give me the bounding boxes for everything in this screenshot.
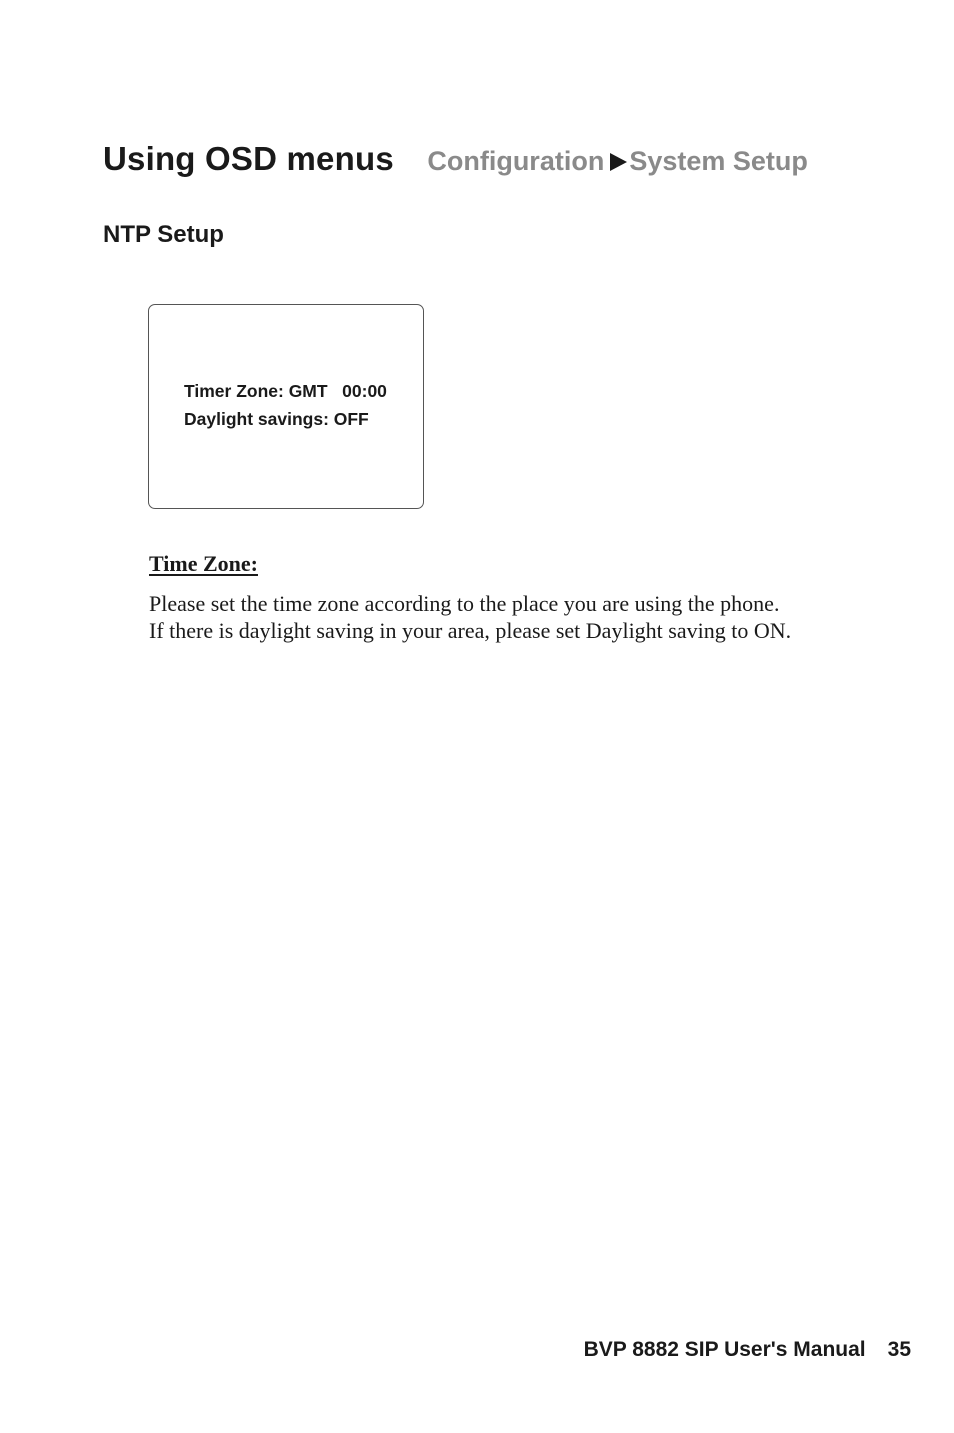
page-header bbox=[103, 140, 808, 178]
manual-title: BVP 8882 SIP User's Manual bbox=[583, 1338, 866, 1361]
breadcrumb-parent: Configuration bbox=[427, 146, 605, 176]
right-triangle-icon bbox=[610, 153, 627, 171]
osd-screen-box bbox=[148, 304, 424, 509]
osd-timezone-line: Timer Zone: GMT 00:00 bbox=[184, 381, 387, 401]
breadcrumb bbox=[427, 146, 808, 177]
page-number: 35 bbox=[887, 1338, 911, 1361]
description-line-1: Please set the time zone according to the place you are using the phone. bbox=[149, 591, 780, 616]
time-zone-heading: Time Zone: bbox=[149, 551, 258, 576]
page-footer bbox=[584, 1338, 911, 1362]
osd-daylight-line: Daylight savings: OFF bbox=[184, 409, 369, 429]
description-line-2: If there is daylight saving in your area, please set Daylight saving to ON. bbox=[149, 618, 792, 643]
breadcrumb-child: System Setup bbox=[629, 146, 808, 176]
section-title: NTP Setup bbox=[103, 221, 224, 248]
page-title: Using OSD menus bbox=[103, 140, 394, 177]
